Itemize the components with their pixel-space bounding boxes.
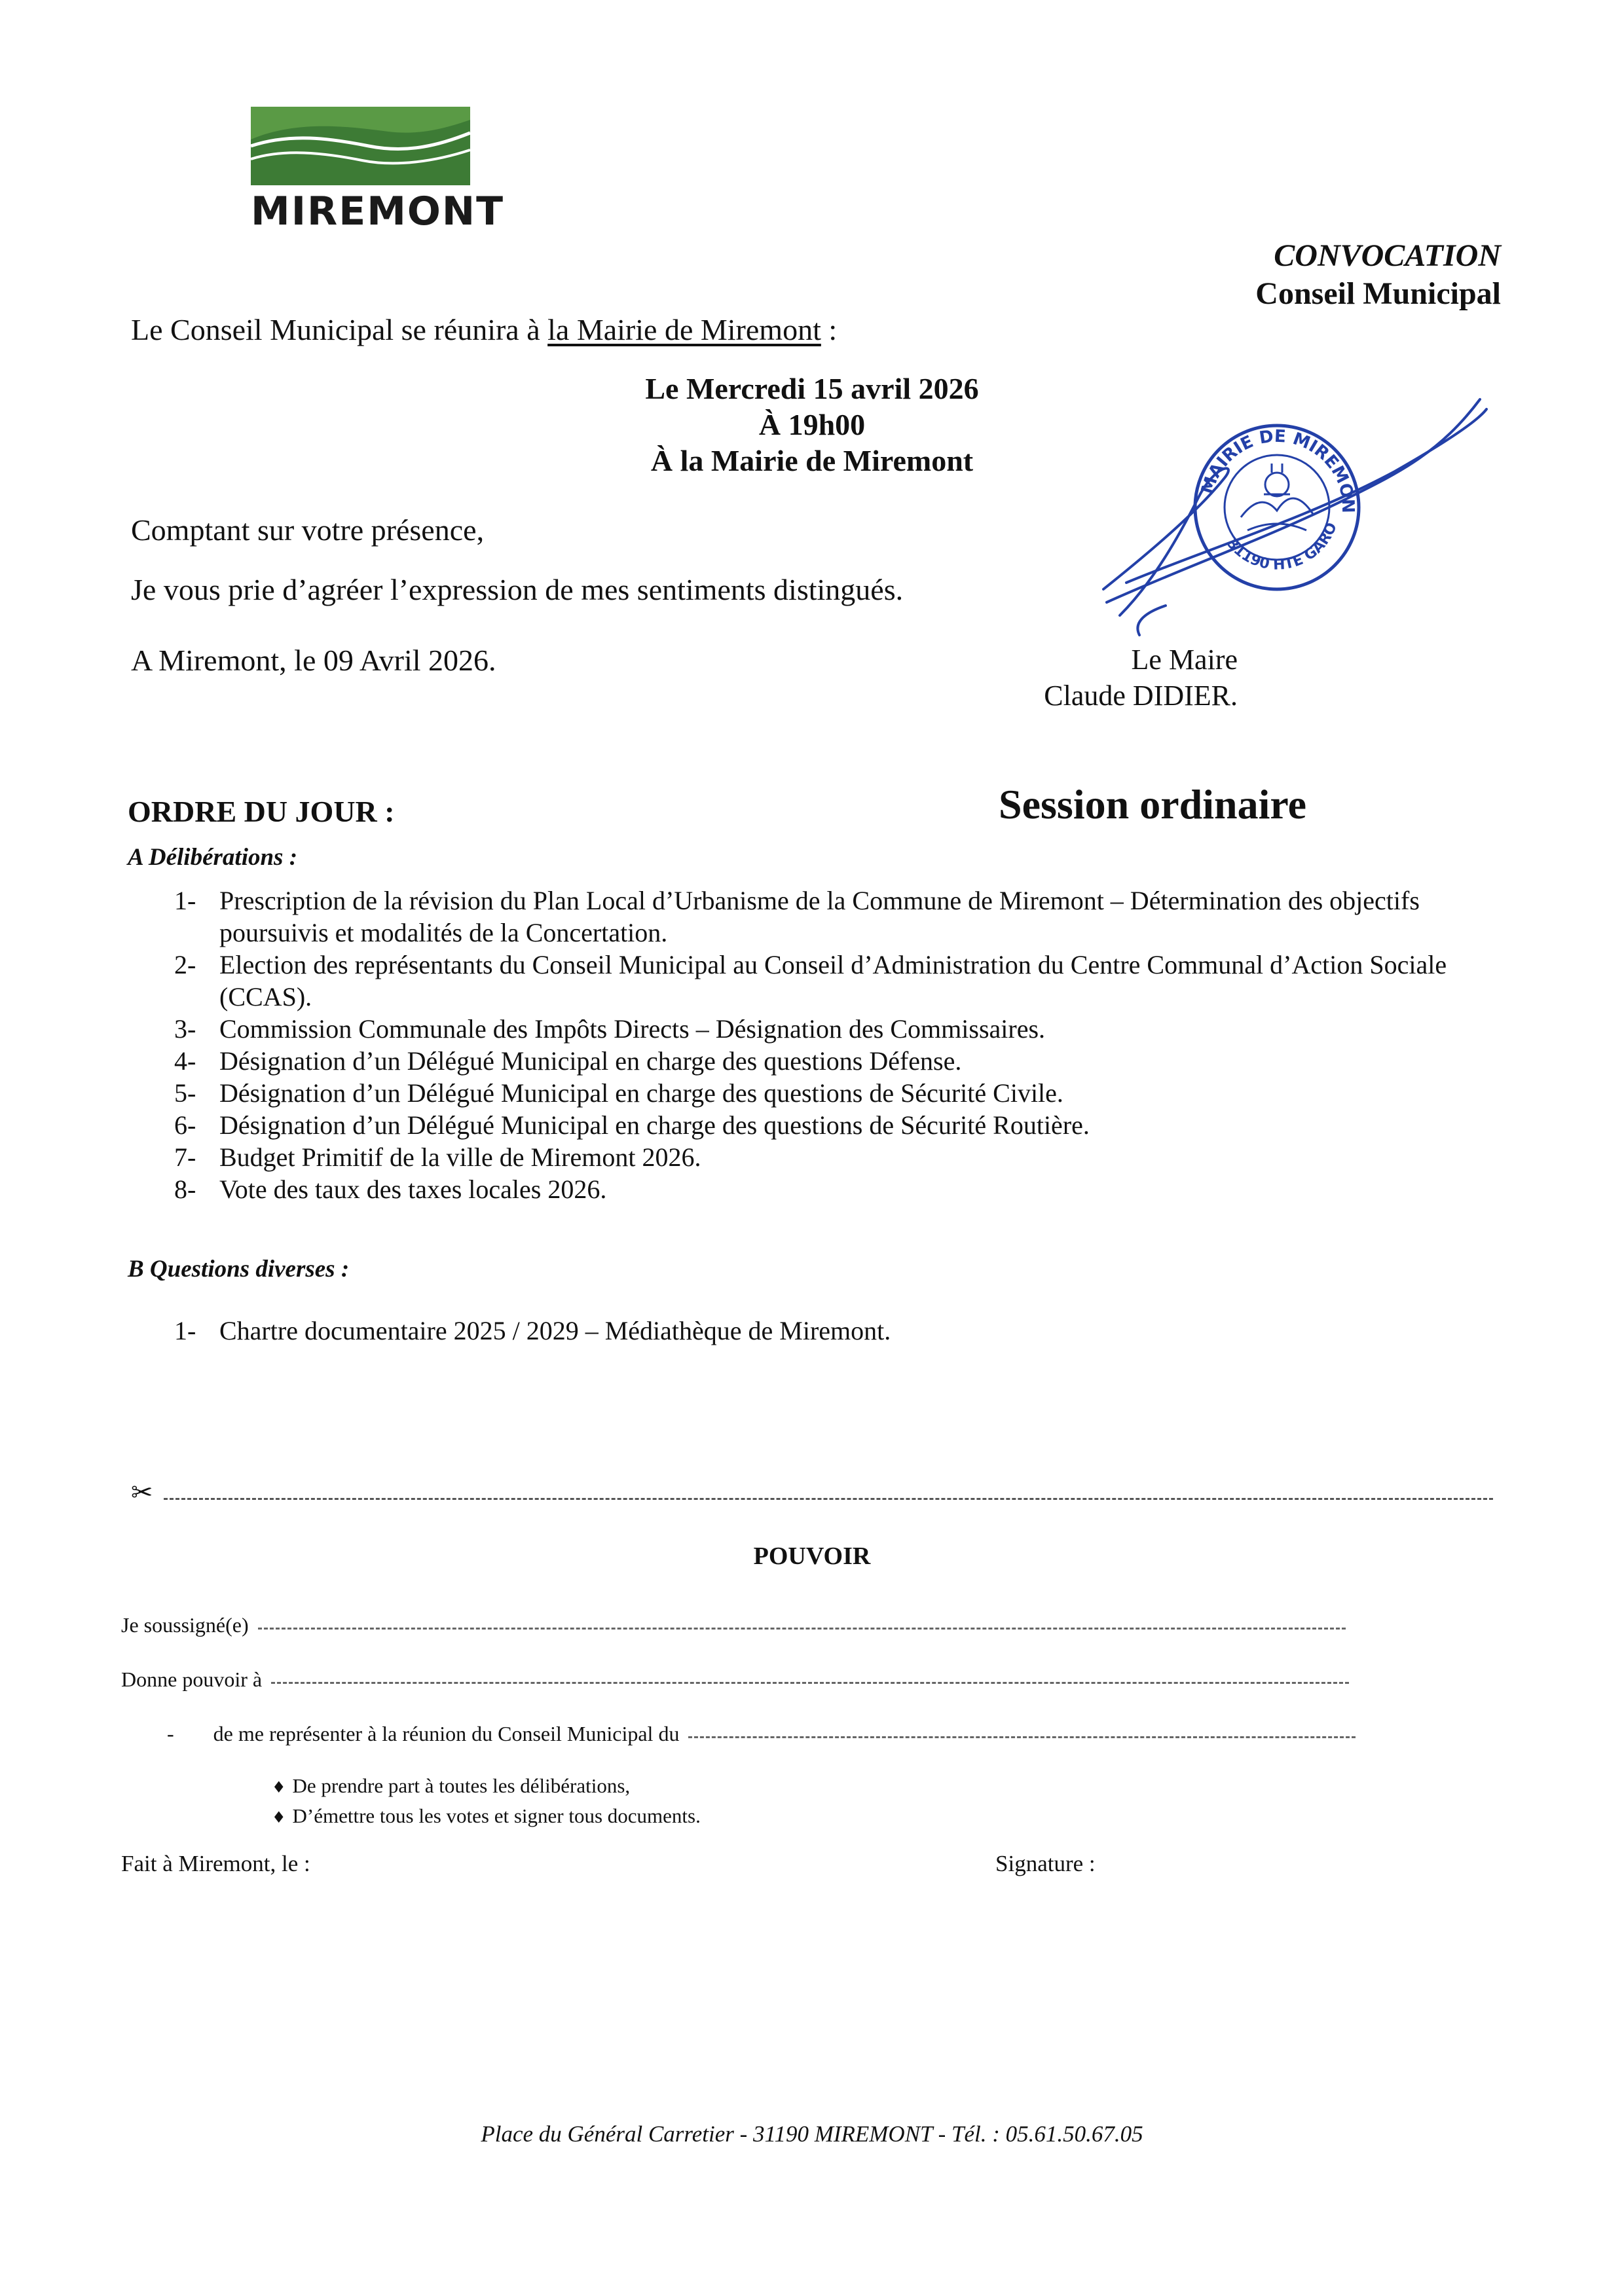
item-number: 1- [174,886,196,915]
bullet-icon: ♦ [272,1778,286,1796]
fait-a-label: Fait à Miremont, le : [121,1851,310,1876]
list-item [164,1045,1486,1077]
pouvoir-title: POUVOIR [753,1542,871,1570]
deliberations-list [164,884,1486,1205]
list-item [164,1173,1486,1205]
footer-address: Place du Général Carretier - 31190 MIREMONT - Tél. : 05.61.50.67.05 [481,2121,1143,2147]
signature-label: Signature : [995,1851,1096,1876]
convocation-title: CONVOCATION [1274,238,1501,273]
mayor-name: Claude DIDIER. [1044,680,1238,712]
intro-after: : [821,313,838,346]
list-item [272,1802,701,1832]
item-number: 6- [174,1110,196,1140]
official-stamp-icon [1100,386,1493,655]
dash-marker: - [167,1721,174,1745]
bullet-icon: ♦ [272,1808,286,1827]
item-number: 8- [174,1175,196,1204]
agenda-title: ORDRE DU JOUR : [128,795,395,828]
svg-text:31190 HTE GARONNE: 31190 HTE GARO [1223,520,1340,574]
reunion-label: de me représenter à la réunion du Conseil Municipal du [213,1721,680,1745]
intro-line [131,312,837,347]
list-item [164,1077,1486,1109]
intro-before: Le Conseil Municipal se réunira à [131,313,548,346]
list-item [164,1013,1486,1045]
closing-line-1: Comptant sur votre présence, [131,513,485,547]
closing-line-2: Je vous prie d’agréer l’expression de mes sentiments distingués. [131,573,904,606]
item-text: Vote des taux des taxes locales 2026. [219,1175,607,1204]
questions-list [164,1315,1486,1347]
meeting-place: À la Mairie de Miremont [650,444,974,477]
reunion-date-field[interactable] [167,1721,1356,1747]
item-text: Prescription de la révision du Plan Local d’Urbanisme de la Commune de Miremont – Détermination des objectifs poursuivis et modalités de la Concertation. [219,886,1420,947]
item-number: 2- [174,950,196,979]
item-number: 7- [174,1142,196,1172]
bullet-text: D’émettre tous les votes et signer tous documents. [292,1804,701,1827]
conseil-title: Conseil Municipal [1255,276,1501,311]
item-text: Chartre documentaire 2025 / 2029 – Médiathèque de Miremont. [219,1316,891,1345]
fill-line[interactable] [258,1628,1346,1630]
soussigne-field[interactable] [121,1612,1346,1638]
item-text: Désignation d’un Délégué Municipal en charge des questions de Sécurité Routière. [219,1110,1090,1140]
place-date: A Miremont, le 09 Avril 2026. [131,644,496,677]
mayor-title: Le Maire [1131,644,1238,676]
svg-text:MAIRIE DE MIREMONT: MAIRIE DE MIREMON [1198,426,1358,514]
convocation-header [1255,237,1501,313]
soussigne-label: Je soussigné(e) [121,1613,249,1637]
session-type: Session ordinaire [999,781,1306,828]
list-item [164,884,1486,949]
donne-pouvoir-field[interactable] [121,1666,1349,1692]
list-item [272,1772,701,1802]
item-number: 3- [174,1014,196,1044]
list-item [164,949,1486,1013]
meeting-date: Le Mercredi 15 avril 2026 [645,372,979,405]
item-number: 5- [174,1078,196,1108]
section-b-title: B Questions diverses : [128,1256,350,1283]
list-item [164,1109,1486,1141]
item-number: 4- [174,1046,196,1076]
item-text: Désignation d’un Délégué Municipal en charge des questions de Sécurité Civile. [219,1078,1063,1108]
miremont-logo [251,107,505,234]
mayor-seal-signature [1100,386,1493,655]
list-item [164,1141,1486,1173]
pouvoir-bullets [272,1772,701,1832]
cut-line [131,1478,1493,1509]
item-text: Budget Primitif de la ville de Miremont 2026. [219,1142,701,1172]
dashed-separator [164,1498,1493,1500]
list-item [164,1315,1486,1347]
item-text: Désignation d’un Délégué Municipal en charge des questions Défense. [219,1046,962,1076]
logo-wordmark: MIREMONT [251,189,505,234]
fill-line[interactable] [688,1736,1356,1738]
fill-line[interactable] [271,1682,1349,1684]
bullet-text: De prendre part à toutes les délibérations, [292,1774,631,1797]
item-text: Commission Communale des Impôts Directs – Désignation des Commissaires. [219,1014,1046,1044]
donne-pouvoir-label: Donne pouvoir à [121,1667,263,1691]
meeting-time: À 19h00 [758,408,866,441]
logo-hills-icon [251,107,470,185]
scissors-icon: ✂ [131,1478,153,1508]
mayor-signature-block [1022,642,1238,714]
intro-place: la Mairie de Miremont [547,313,821,346]
item-number: 1- [174,1316,196,1345]
item-text: Election des représentants du Conseil Municipal au Conseil d’Administration du Centre Communal d’Action Sociale (CCAS). [219,950,1447,1011]
section-a-title: A Délibérations : [128,844,298,871]
